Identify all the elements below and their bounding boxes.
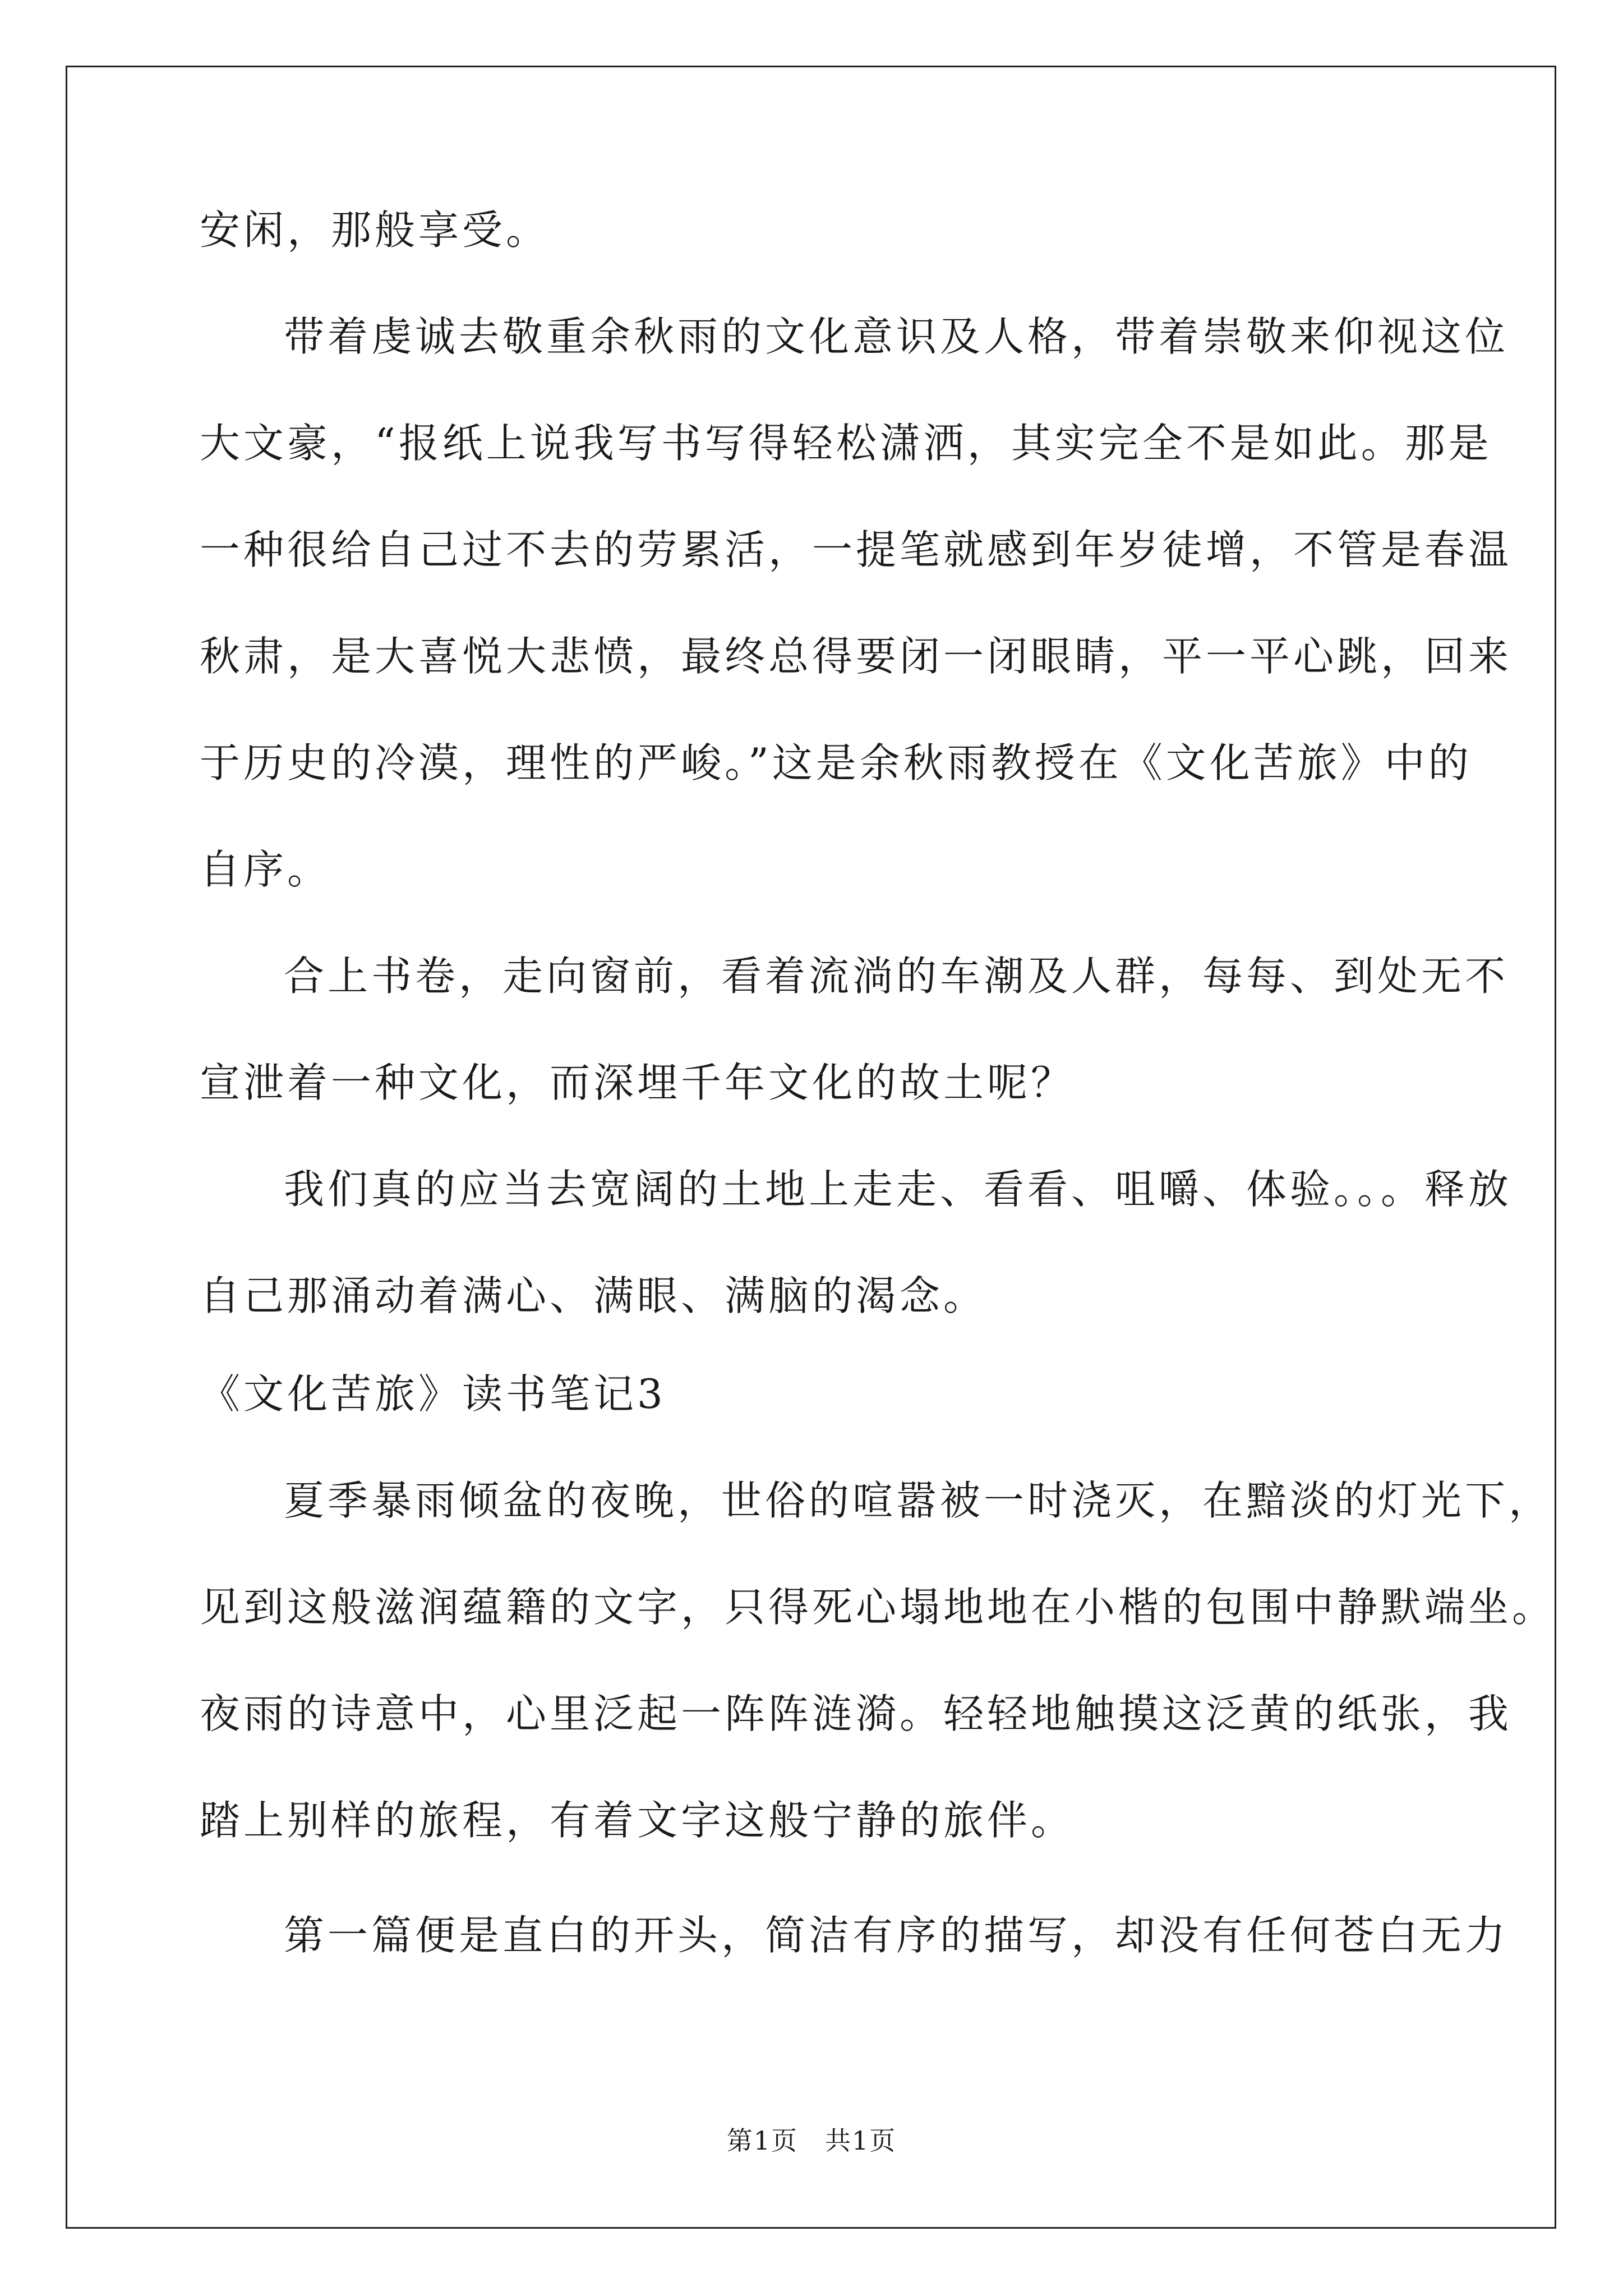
- text-line: 于历史的冷漠，理性的严峻。”这是余秋雨教授在《文化苦旅》中的: [200, 739, 1472, 786]
- paragraph-first-line: 我们真的应当去宽阔的土地上走走、看看、咀嚼、体验。。。释放: [284, 1166, 1513, 1213]
- text-line: 夜雨的诗意中，心里泛起一阵阵涟漪。轻轻地触摸这泛黄的纸张，我: [200, 1690, 1513, 1737]
- text-line: 大文豪，“报纸上说我写书写得轻松潇洒，其实完全不是如此。那是: [200, 420, 1492, 467]
- text-line: 安闲，那般享受。: [200, 206, 550, 254]
- paragraph-first-line: 第一篇便是直白的开头，简洁有序的描写，却没有任何苍白无力: [284, 1912, 1509, 1959]
- text-line: 见到这般滋润蕴籍的文字，只得死心塌地地在小楷的包围中静默端坐。: [200, 1584, 1556, 1631]
- section-heading: 《文化苦旅》读书笔记3: [200, 1370, 666, 1418]
- paragraph-first-line: 合上书卷，走向窗前，看着流淌的车潮及人群，每每、到处无不: [284, 953, 1509, 1000]
- text-line: 自己那涌动着满心、满眼、满脑的渴念。: [200, 1272, 988, 1319]
- page-border: [66, 66, 1556, 2229]
- text-line: 秋肃，是大喜悦大悲愤，最终总得要闭一闭眼睛，平一平心跳，回来: [200, 633, 1513, 680]
- paragraph-first-line: 夏季暴雨倾盆的夜晚，世俗的喧嚣被一时浇灭，在黯淡的灯光下，: [284, 1477, 1553, 1524]
- page-footer: 第1页 共1页: [726, 2125, 897, 2156]
- text-line: 宣泄着一种文化，而深埋千年文化的故土呢？: [200, 1059, 1075, 1106]
- text-line: 一种很给自己过不去的劳累活，一提笔就感到年岁徒增，不管是春温: [200, 526, 1513, 573]
- text-line: 踏上别样的旅程，有着文字这般宁静的旅伴。: [200, 1797, 1075, 1844]
- text-line: 自序。: [200, 846, 331, 893]
- paragraph-first-line: 带着虔诚去敬重余秋雨的文化意识及人格，带着崇敬来仰视这位: [284, 313, 1509, 360]
